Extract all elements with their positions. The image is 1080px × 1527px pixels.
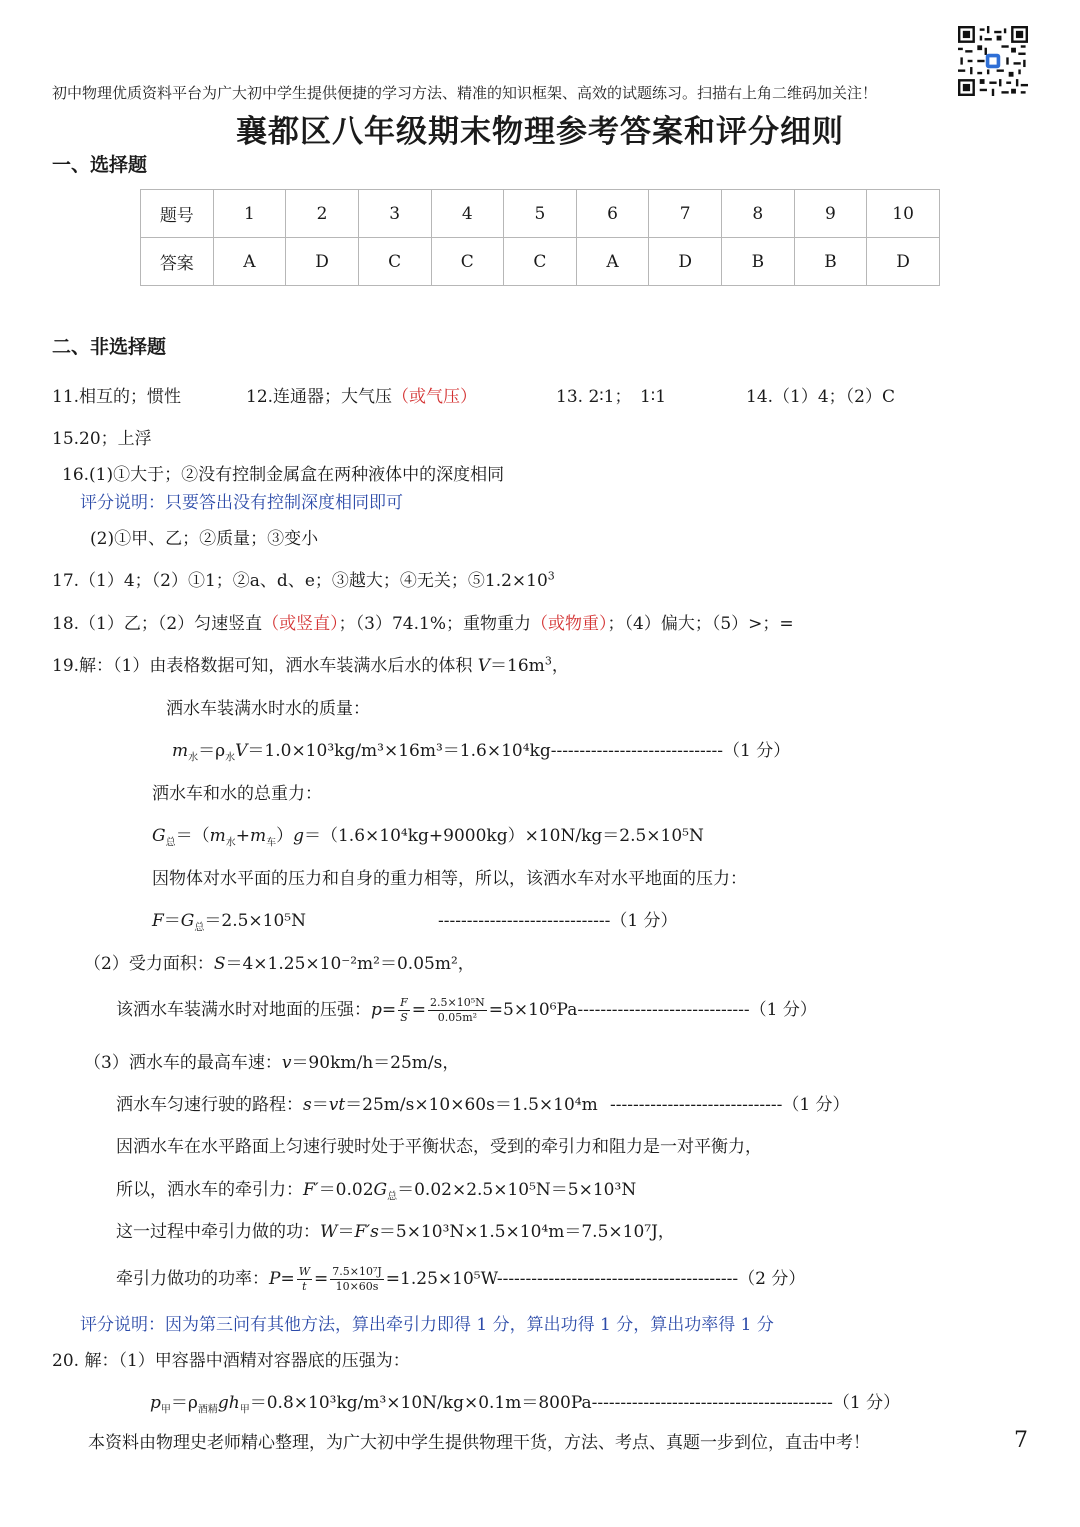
answer-cell: D (649, 238, 722, 286)
table-row (141, 238, 940, 286)
score-mark: （1 分） (782, 1095, 850, 1115)
equation: ＝5×10³N×1.5×10⁴m＝7.5×10⁷J， (378, 1222, 675, 1242)
denominator: 10×60s (335, 1280, 379, 1293)
var-m: m (172, 741, 189, 761)
q19-line-12: 因洒水车在水平路面上匀速行驶时处于平衡状态，受到的牵引力和阻力是一对平衡力， (116, 1137, 762, 1157)
page-number: 7 (1014, 1428, 1028, 1453)
subscript: 水 (225, 752, 236, 764)
q19-text: 该洒水车装满水时对地面的压强： (116, 1000, 371, 1020)
footer-text: 本资料由物理史老师精心整理，为广大初中学生提供物理干货，方法、考点、真题一步到位，直击中考！ (88, 1433, 870, 1453)
q19-line-13 (116, 1175, 636, 1202)
question-number-cell: 7 (649, 190, 722, 238)
equation: ＝2.5×10⁵N (204, 911, 306, 931)
answer-q18-p1: 18.（1）乙；（2）匀速竖直 (52, 614, 263, 634)
q19-line-14 (116, 1217, 675, 1242)
answer-q18-alt2: （或物重） (531, 614, 608, 634)
q19-line-1: 19.解：（1）由表格数据可知，洒水车装满水后水的体积 $V=16m^3$， (52, 654, 569, 676)
answer-q17-exponent: 3 (547, 569, 555, 583)
score-mark: （1 分） (610, 911, 678, 931)
answer-cell: C (358, 238, 431, 286)
subscript: 酒精 (197, 1404, 218, 1416)
dash-leader: ------------------------------ (438, 911, 611, 931)
fraction-F-over-S (398, 996, 410, 1025)
subscript: 车 (266, 837, 277, 849)
fraction-power (330, 1265, 384, 1294)
q20-line-2 (150, 1388, 900, 1415)
var-m: m (209, 826, 226, 846)
dash-leader: ------------------------------------------ (591, 1393, 833, 1413)
numerator: 2.5×10⁵N (430, 996, 485, 1009)
question-number-cell: 1 (213, 190, 286, 238)
question-number-cell: 3 (358, 190, 431, 238)
question-number-cell: 6 (576, 190, 649, 238)
var-G: G (152, 826, 166, 846)
equation: ＝1.0×10³kg/m³×16m³＝1.6×10⁴kg (247, 741, 551, 761)
equation: ＝0.8×10³kg/m³×10N/kg×0.1m＝800Pa (249, 1393, 592, 1413)
section-title-choice: 一、选择题 (52, 154, 148, 176)
q19-line-3 (172, 736, 790, 763)
answer-q12-alt: （或气压） (392, 387, 478, 407)
q19-value: ＝16m (490, 656, 545, 676)
equals: = (314, 1269, 329, 1289)
var-G: G (180, 911, 195, 931)
var-P: P (269, 1269, 281, 1289)
equals: ＝ (311, 1095, 329, 1115)
equals: ＝ (163, 911, 181, 931)
answer-q18-alt1: （或竖直） (262, 614, 339, 634)
scoring-note-q16: 评分说明：只要答出没有控制深度相同即可 (80, 493, 403, 513)
equation: ＝（1.6×10⁴kg+9000kg）×10N/kg＝2.5×10⁵N (303, 826, 704, 846)
var-p: p (150, 1393, 161, 1413)
numerator: W (298, 1265, 311, 1278)
section-title-nonchoice: 二、非选择题 (52, 336, 167, 358)
header-banner: 初中物理优质资料平台为广大初中学生提供便捷的学习方法、精准的知识框架、高效的试题练习。扫描右上角二维码加关注！ (52, 84, 878, 102)
q19-volume-exponent: 3 (544, 654, 552, 668)
question-number-cell: 8 (722, 190, 795, 238)
table-header-cell: 答案 (141, 238, 214, 286)
answer-q11: 11.相互的；惯性 (52, 387, 182, 407)
subscript: 甲 (160, 1404, 171, 1416)
answer-cell: D (867, 238, 940, 286)
var-vt: vt (328, 1095, 346, 1115)
q19-line-11 (116, 1090, 598, 1115)
answer-q16-part2: (2)①甲、乙；②质量；③变小 (90, 529, 319, 549)
page-title: 襄都区八年级期末物理参考答案和评分细则 (236, 114, 844, 150)
equals: = (411, 1000, 427, 1020)
answer-cell: B (794, 238, 867, 286)
answer-q17-main: 17.（1）4；（2）①1；②a、d、e；③越大；④无关；⑤1.2×10 (52, 571, 548, 591)
answer-cell: C (431, 238, 504, 286)
answer-q13: 13. 2∶1； 1∶1 (556, 387, 667, 407)
answer-q18 (52, 609, 794, 634)
dash-leader: ------------------------------ (610, 1095, 783, 1115)
dash-leader: ------------------------------ (550, 741, 724, 761)
plus: + (235, 826, 250, 846)
equation: =5×10⁶Pa (488, 1000, 578, 1020)
denominator: t (302, 1280, 307, 1293)
equals: = (280, 1269, 295, 1289)
q19-text: （2）受力面积： (84, 954, 214, 974)
rho: ＝ρ (170, 1393, 198, 1413)
paren: ＝（ (175, 826, 210, 846)
var-V: V (477, 656, 491, 676)
q19-line-7-score (438, 906, 678, 931)
var-W: W (320, 1222, 338, 1242)
question-number-cell: 5 (504, 190, 577, 238)
equals: = (381, 1000, 397, 1020)
q19-text: 所以，洒水车的牵引力： (116, 1180, 303, 1200)
answer-q17 (52, 566, 555, 591)
score-mark: （1 分） (832, 1393, 901, 1413)
dash-leader: ------------------------------------------ (496, 1269, 739, 1289)
q19-text: （3）洒水车的最高车速： (84, 1053, 282, 1073)
scoring-note-q19: 评分说明：因为第三问有其他方法，算出牵引力即得 1 分，算出功得 1 分，算出功率得 1 分 (80, 1315, 774, 1335)
subscript: 水 (225, 837, 236, 849)
var-V: V (235, 741, 248, 761)
q19-text: 牵引力做功的功率： (116, 1269, 269, 1289)
equation: ＝90km/h＝25m/s， (291, 1053, 460, 1073)
answer-q15: 15.20；上浮 (52, 429, 152, 449)
equation: ＝25m/s×10×60s＝1.5×10⁴m (345, 1095, 598, 1115)
subscript: 总 (387, 1191, 398, 1203)
q19-line-9 (116, 995, 817, 1025)
answer-cell: B (722, 238, 795, 286)
q19-text: 洒水车匀速行驶的路程： (116, 1095, 303, 1115)
q19-line-4: 洒水车和水的总重力： (152, 784, 322, 804)
subscript: 总 (194, 922, 205, 934)
q19-line-15 (116, 1264, 805, 1294)
question-number-cell: 10 (867, 190, 940, 238)
answer-q12-main: 12.连通器；大气压 (246, 387, 393, 407)
equals: ＝0.02 (318, 1180, 374, 1200)
subscript: 总 (165, 837, 176, 849)
question-number-cell: 4 (431, 190, 504, 238)
var-F: F (152, 911, 164, 931)
score-mark: （1 分） (723, 741, 791, 761)
answer-cell: C (504, 238, 577, 286)
q19-line-6: 因物体对水平面的压力和自身的重力相等，所以，该洒水车对水平地面的压力： (152, 869, 747, 889)
numerator: 7.5×10⁷J (332, 1265, 382, 1278)
score-mark: （2 分） (738, 1269, 806, 1289)
fraction-pressure (428, 996, 487, 1025)
var-v: v (281, 1053, 292, 1073)
q19-line-11-score (610, 1090, 850, 1115)
answer-q12 (246, 382, 477, 407)
answer-q14: 14.（1）4；（2）C (746, 387, 895, 407)
var-s: s (303, 1095, 312, 1115)
q19-line-8 (84, 949, 475, 974)
equation: ＝0.02×2.5×10⁵N＝5×10³N (397, 1180, 637, 1200)
subscript: 甲 (239, 1404, 250, 1416)
answer-q16-part1: 16.(1)①大于；②没有控制金属盒在两种液体中的深度相同 (62, 465, 505, 485)
answer-table (140, 189, 940, 286)
question-number-cell: 9 (794, 190, 867, 238)
answer-cell: D (286, 238, 359, 286)
rho: ＝ρ (198, 741, 226, 761)
question-number-cell: 2 (286, 190, 359, 238)
table-row (141, 190, 940, 238)
equation: =1.25×10⁵W (385, 1269, 497, 1289)
answer-q18-p2: ；（3）74.1%；重物重力 (338, 614, 531, 634)
q19-line-5 (152, 821, 704, 848)
fraction-W-over-t (297, 1265, 312, 1294)
var-S: S (213, 954, 226, 974)
q19-text: 这一过程中牵引力做的功： (116, 1222, 320, 1242)
var-G: G (373, 1180, 388, 1200)
paren: ） (276, 826, 294, 846)
equation: ＝4×1.25×10⁻²m²＝0.05m²， (225, 954, 475, 974)
answer-cell: A (576, 238, 649, 286)
score-mark: （1 分） (749, 1000, 817, 1020)
answer-q18-p3: ；（4）偏大；（5）>；= (607, 614, 794, 634)
var-g: g (293, 826, 304, 846)
q19-line-2: 洒水车装满水时水的质量： (166, 699, 370, 719)
dash-leader: ------------------------------ (577, 1000, 750, 1020)
answer-cell: A (213, 238, 286, 286)
var-F-prime-s: F′s (354, 1222, 379, 1242)
q19-line-10 (84, 1048, 459, 1073)
var-F-prime: F′ (303, 1180, 319, 1200)
q20-line-1: 20. 解：（1）甲容器中酒精对容器底的压强为： (52, 1351, 410, 1371)
denominator: 0.05m² (437, 1011, 478, 1024)
q19-text: 19.解：（1）由表格数据可知，洒水车装满水后水的体积 (52, 656, 473, 676)
table-header-cell: 题号 (141, 190, 214, 238)
qr-code-icon[interactable] (958, 26, 1028, 96)
var-m: m (249, 826, 267, 846)
numerator: F (400, 996, 408, 1009)
equals: ＝ (337, 1222, 355, 1242)
denominator: S (400, 1011, 408, 1024)
var-gh: gh (217, 1393, 240, 1413)
q19-line-7 (152, 906, 306, 933)
var-p: p (371, 1000, 382, 1020)
subscript: 水 (188, 752, 199, 764)
